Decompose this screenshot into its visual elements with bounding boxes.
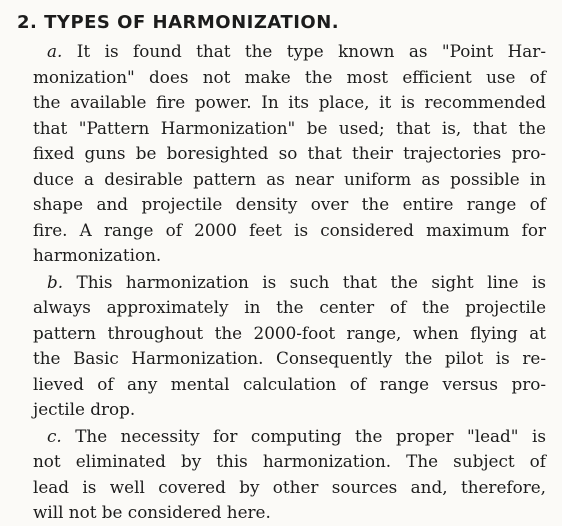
paragraph-line: jectile drop. [33, 399, 136, 419]
paragraph-line: monization" does not make the most efficient use of [33, 66, 546, 87]
paragraph-line: fixed guns be boresighted so that their trajectories pro- [33, 143, 546, 163]
paragraph-c [33, 424, 546, 526]
paragraph-line: a. It is found that the type known as "Point Har- [47, 41, 547, 61]
paragraph-line: harmonization. [33, 245, 162, 265]
section-heading: 2. TYPES OF HARMONIZATION. [17, 12, 340, 33]
paragraph-line: b. This harmonization is such that the sight line is [47, 271, 546, 292]
paragraph-line: not eliminated by this harmonization. The subject of [33, 451, 546, 471]
paragraph-label: c. [47, 425, 62, 446]
paragraph-line: the available fire power. In its place, it is recommended [33, 92, 546, 112]
paragraph-label: b. [47, 271, 64, 292]
paragraph-line: will not be considered here. [33, 502, 271, 522]
paragraph-line: duce a desirable pattern as near uniform as possible in [33, 168, 546, 189]
paragraph-a [33, 39, 546, 269]
paragraph-b [33, 270, 546, 423]
paragraph-line: lead is well covered by other sources and, therefore, [33, 476, 546, 497]
paragraph-line: lieved of any mental calculation of range versus pro- [33, 373, 546, 394]
paragraph-line: shape and projectile density over the entire range of [33, 194, 546, 214]
paragraph-line: c. The necessity for computing the proper "lead" is [47, 425, 546, 446]
paragraph-line: always approximately in the center of the projectile [33, 297, 546, 317]
paragraph-line: fire. A range of 2000 feet is considered maximum for [33, 219, 546, 240]
paragraph-line: that "Pattern Harmonization" be used; that is, that the [33, 117, 546, 138]
paragraph-line: the Basic Harmonization. Consequently the pilot is re- [33, 348, 546, 368]
paragraph-label: a. [47, 41, 63, 61]
paragraph-line: pattern throughout the 2000-foot range, when flying at [33, 322, 546, 343]
